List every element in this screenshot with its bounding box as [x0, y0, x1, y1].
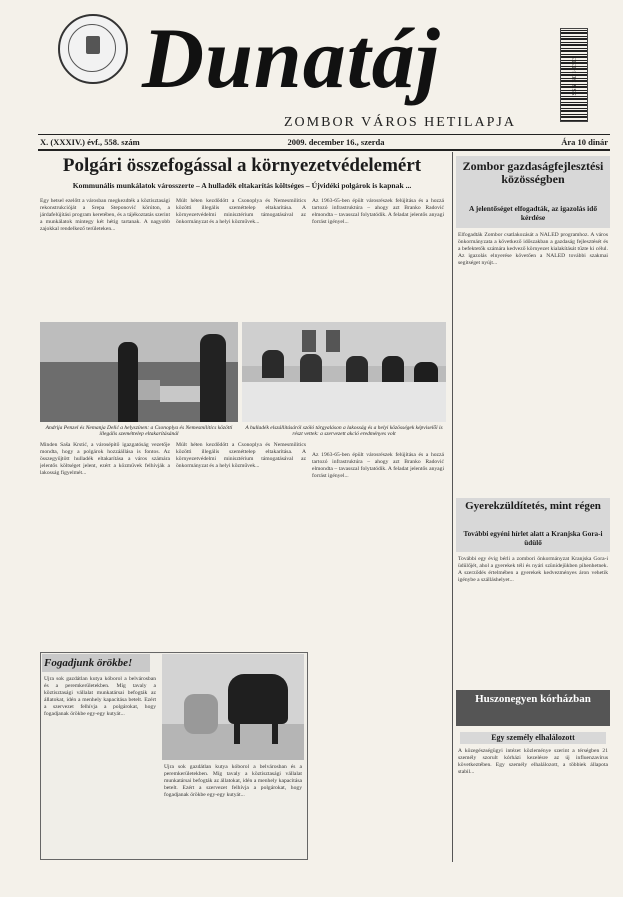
- sidebar-article2-headline: Gyerekzüldítetés, mint régen: [465, 500, 601, 512]
- photo-meeting: [242, 322, 446, 422]
- sidebar-article2-subhead: További egyéni hírlet alatt a Kranjska Gora-i üdülő: [463, 530, 603, 547]
- issue-price: Ára 10 dinár: [561, 137, 608, 147]
- issue-number: X. (XXXIV.) évf., 558. szám: [40, 137, 140, 147]
- issn-number: ISSN 1821-1313: [572, 56, 578, 98]
- box-animals-text: Újra sok gazdátlan kutya kóborol a belvárosban és a peremkerületekben. Míg tavaly a köztisztasági vállalat munkatársai befogták az állatokat, idén a menhely kapacitása betelt. Ezért a szervezet felhívja a polgárokat, hogy fogadjanak örökbe egy-egy kutyát...: [44, 676, 156, 717]
- lead-subhead: Kommunális munkálatok városszerte – A hulladék eltakarítás költséges – Újvidéki polgárok is kapnak ...: [72, 181, 412, 190]
- lead-body-col3: Az 1963-65-ben épült városrészek felújítása és a hozzá tartozó infrastruktúra – ahogy azt Branko Radović elmondta – tavasszal folytatódik. A feladat jelentős anyagi forrást igényel...: [312, 452, 444, 479]
- lead-col3: Az 1963-65-ben épült városrészek felújítása és a hozzá tartozó infrastruktúra – ahogy azt Branko Radović elmondta – tavasszal folytatódik. A feladat jelentős anyagi forrást igényel...: [312, 198, 444, 225]
- sidebar-article1-subhead: A jelentőséget elfogadták, az igazolás idő kérdése: [468, 204, 598, 222]
- photo-dump-caption: Andrija Penzel és Nemanja Delić a helyszínen: a Csonoplya és Nemesmilitics közötti illegális szeméttelep eltakarításánál: [45, 425, 233, 438]
- masthead-title: Dunatáj: [142, 10, 441, 106]
- box-animals-text-bottom: Újra sok gazdátlan kutya kóborol a belvárosban és a peremkerületekben. Míg tavaly a köztisztasági vállalat munkatársai befogták az állatokat, idén a menhely kapacitása betelt. Ezért a szervezet felhívja a polgárokat, hogy fogadjanak örökbe egy-egy kutyát...: [164, 764, 302, 798]
- city-seal: [58, 14, 128, 84]
- lead-body: Minden Saša Krstić, a városépítő igazgatóság vezetője mondta, hogy a polgárok hozzáállása is fontos. Az összegyűjtött hulladék eltakarítása a város számára jelentős költséget jelent, ezért a közművek felhívják a lakosság figyelmét...: [40, 442, 170, 476]
- issue-rule: [38, 149, 610, 151]
- issue-date: 2009. december 16., szerda: [287, 137, 385, 147]
- masthead-subtitle: ZOMBOR VÁROS HETILAPJA: [284, 115, 516, 130]
- sidebar-article1-text: Elfogadták Zombor csatlakozását a NALED programhoz. A város önkormányzata a következő időszakban a gazdaság fejlesztését és a befektetők számára kedvező környezet kialakítását tűzte ki célul. Az igazolás elnyerése követően a NALED további szakmai segítséget nyújt...: [458, 232, 608, 266]
- sidebar-article3-text: A közegészségügyi intézet közleménye szerint a térségben 21 személy szorult kórházi kezelésre az új influenzavírus következtében. Egy személy elhalálozott, a többiek állapota stabil...: [458, 748, 608, 775]
- sidebar-article1-headline: Zombor gazdaságfejlesztési közösségben: [462, 159, 604, 186]
- lead-body-col2: Múlt héten kezdődött a Csonoplya és Nemesmilitics közötti illegális szeméttelep eltakarítása. A környezetvédelmi minisztérium támogatásával az önkormányzat és a helyi közművek...: [176, 442, 306, 469]
- sidebar-article3-subhead: Egy személy elhalálozott: [460, 732, 606, 744]
- sidebar-divider: [452, 152, 453, 862]
- lead-col2: Múlt héten kezdődött a Csonoplya és Nemesmilitics közötti illegális szeméttelep eltakarítása. A környezetvédelmi minisztérium támogatásával az önkormányzat és a helyi közművek...: [176, 198, 306, 225]
- lead-col1: Egy hetsel ezelőtt a városban megkezdték a köztisztasági rekonstrukcióját a Srepa Steponović körúton, a járdafelújítási program keretében, és a tájékoztatás szerint a munkálatok mintegy két hétig tartanak. A nagyobb zajokkal rendelkező területeken...: [40, 198, 170, 232]
- photo-meeting-caption: A hulladék elszállításáról szóló tárgyaláson a lakosság és a helyi közösségek képviselői is részt vettek: a szervezett akció eredményes volt: [245, 425, 443, 438]
- box-animals-title: Fogadjunk örökbe!: [44, 657, 133, 669]
- top-rule: [38, 134, 610, 135]
- sidebar-article3-headline: Huszonegyen kórházban: [475, 693, 591, 705]
- lead-headline: Polgári összefogással a környezetvédelemért: [62, 155, 422, 176]
- sidebar-article2-text: További egy évig bérli a zombori önkormányzat Kranjska Gora-i üdülőjét, ahol a gyerekek téli és nyári szünidejükben pihenhetnek. A szerződés értelmében a gyerekek kedvezményes áron vehetik igénybe a szálláshelyet...: [458, 556, 608, 583]
- dog-photo: [162, 654, 304, 760]
- photo-dump-site: [40, 322, 238, 422]
